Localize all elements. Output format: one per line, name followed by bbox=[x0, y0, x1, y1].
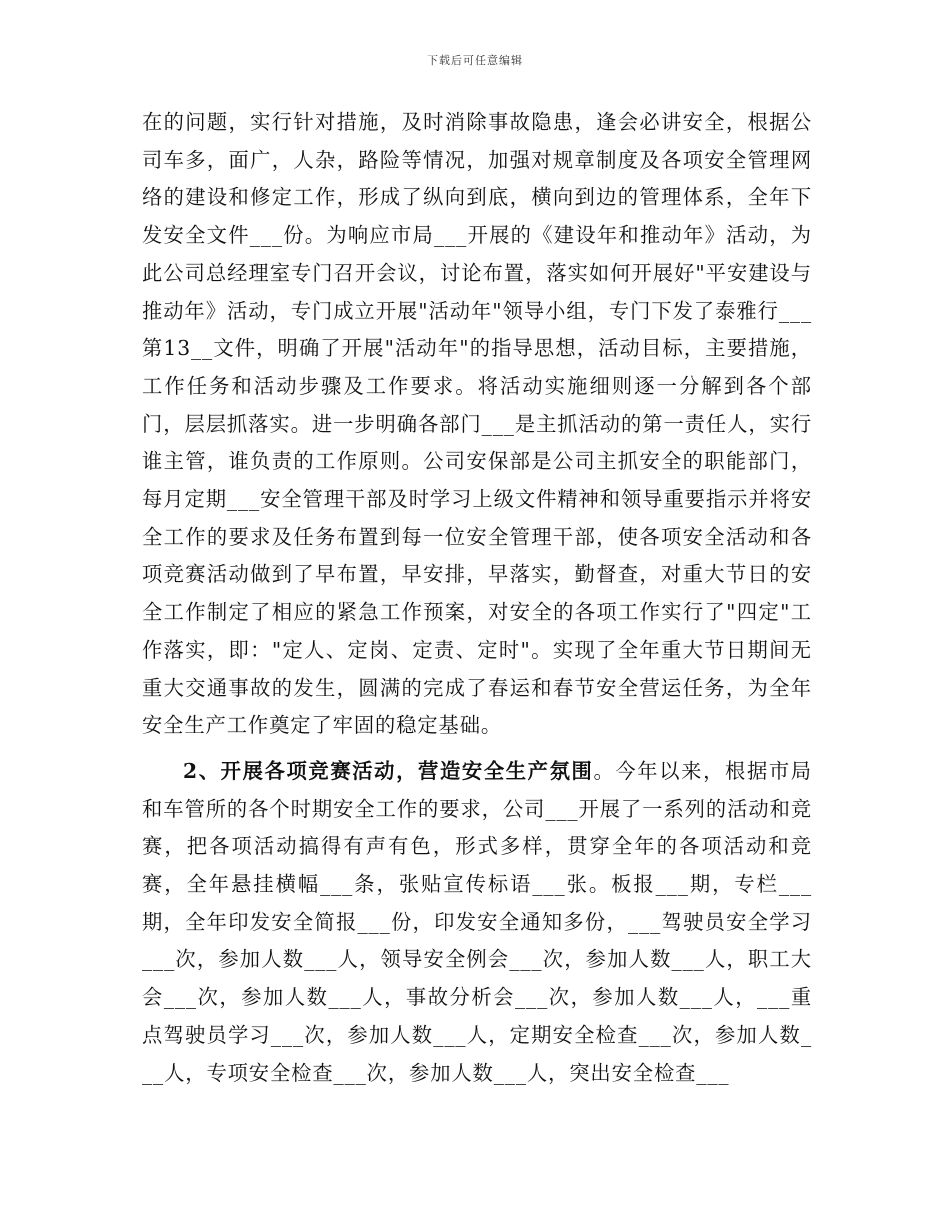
paragraph-competition-activities bbox=[142, 753, 812, 1092]
page-header: 下载后可任意编辑 bbox=[427, 54, 523, 67]
paragraph-body-text: 。今年以来，根据市局和车管所的各个时期安全工作的要求，公司___开展了一系列的活动和竞赛，把各项活动搞得有声有色，形式多样，贯穿全年的各项活动和竞赛，全年悬挂横幅___条，张贴宣传标语___张。板报___期，专栏___期，全年印发安全简报___份，印发安全通知多份，___驾驶员安全学习___次，参加人数___人，领导安全例会___次，参加人数___人，职工大会___次，参加人数___人，事故分析会___次，参加人数___人，___重点驾驶员学习___次，参加人数___人，定期安全检查___次，参加人数___人，专项安全检查___次，参加人数___人，突出安全检查___ bbox=[142, 758, 812, 1085]
document-body bbox=[142, 104, 812, 1092]
section-heading: 2、开展各项竞赛活动，营造安全生产氛围 bbox=[183, 758, 594, 783]
paragraph-continuation: 在的问题，实行针对措施，及时消除事故隐患，逢会必讲安全，根据公司车多，面广，人杂，路险等情况，加强对规章制度及各项安全管理网络的建设和修定工作，形成了纵向到底，横向到边的管理体系，全年下发安全文件___份。为响应市局___开展的《建设年和推动年》活动，为此公司总经理室专门召开会议，讨论布置，落实如何开展好"平安建设与推动年》活动，专门成立开展"活动年"领导小组，专门下发了泰雅行___第13__文件，明确了开展"活动年"的指导思想，活动目标，主要措施，工作任务和活动步骤及工作要求。将活动实施细则逐一分解到各个部门，层层抓落实。进一步明确各部门___是主抓活动的第一责任人，实行谁主管，谁负责的工作原则。公司安保部是公司主抓安全的职能部门，每月定期___安全管理干部及时学习上级文件精神和领导重要指示并将安全工作的要求及任务布置到每一位安全管理干部，使各项安全活动和各项竞赛活动做到了早布置，早安排，早落实，勤督查，对重大节日的安全工作制定了相应的紧急工作预案，对安全的各项工作实行了"四定"工作落实，即："定人、定岗、定责、定时"。实现了全年重大节日期间无重大交通事故的发生，圆满的完成了春运和春节安全营运任务，为全年安全生产工作奠定了牢固的稳定基础。 bbox=[142, 110, 812, 738]
